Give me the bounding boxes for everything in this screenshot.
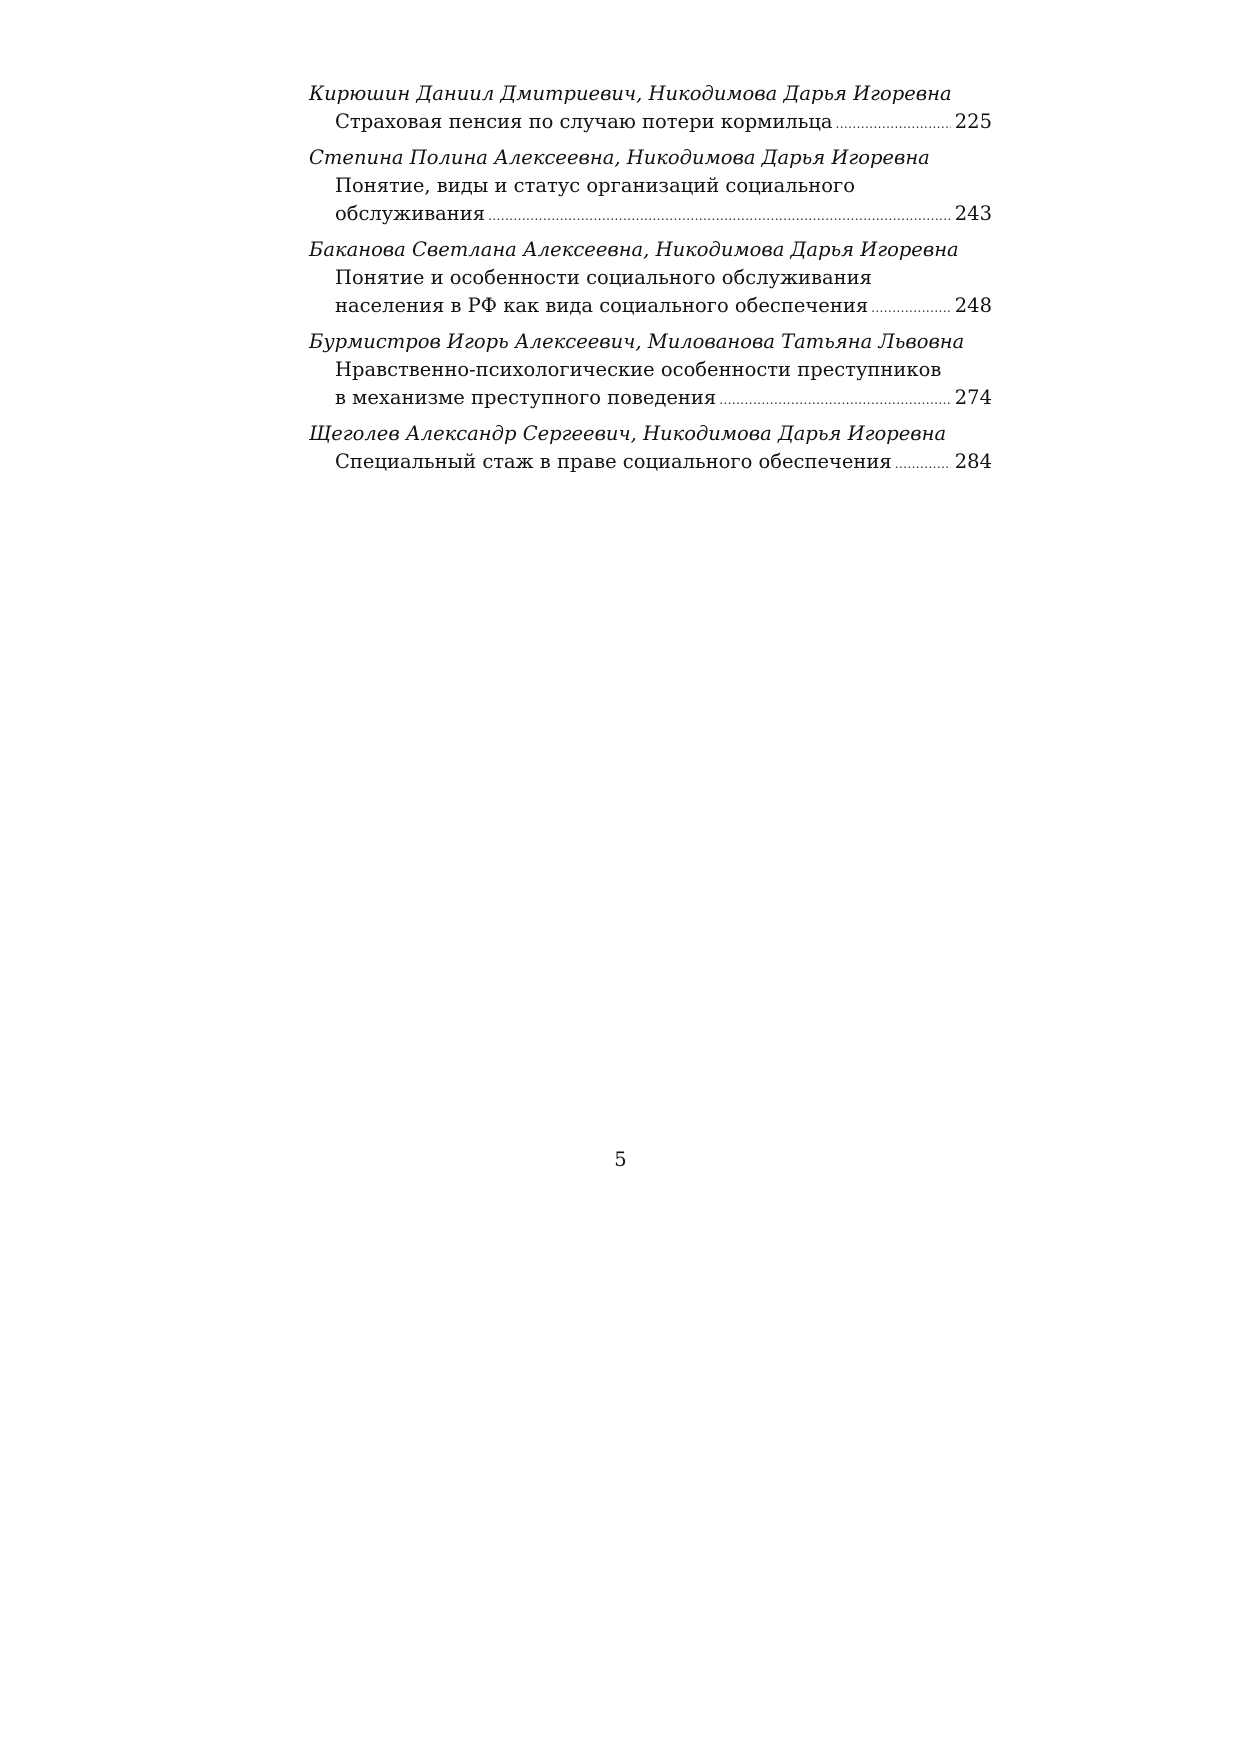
toc-entry-authors: Баканова Светлана Алексеевна, Никодимова Дарья Игоревна <box>309 238 959 261</box>
dot-leader <box>836 110 951 138</box>
toc-entry-title-text: Нравственно-психологические особенности преступников <box>335 358 942 381</box>
toc-entry-title <box>309 356 992 414</box>
toc-entry <box>309 420 992 478</box>
toc-entry-title <box>309 172 992 230</box>
page-number: 5 <box>614 1148 627 1171</box>
toc-entry-title-text: Понятие и особенности социального обслуживания <box>335 266 872 289</box>
toc-entry-page-number: 274 <box>954 386 992 409</box>
toc-entry-page-number: 225 <box>954 110 992 133</box>
dot-leader <box>719 386 951 414</box>
toc-entry-page-number: 243 <box>954 202 992 225</box>
toc-entry-page-number: 248 <box>954 294 992 317</box>
toc-entry-title-line <box>335 108 992 138</box>
toc-entry-authors: Щеголев Александр Сергеевич, Никодимова Дарья Игоревна <box>309 422 947 445</box>
dot-leader <box>895 450 951 478</box>
toc-entry-page-number: 284 <box>954 450 992 473</box>
toc-entry-title-text: населения в РФ как вида социального обеспечения <box>335 294 869 317</box>
table-of-contents <box>309 80 992 484</box>
toc-entry-authors: Кирюшин Даниил Дмитриевич, Никодимова Дарья Игоревна <box>309 82 952 105</box>
toc-entry-title-text: обслуживания <box>335 202 486 225</box>
dot-leader <box>871 294 951 322</box>
toc-entry <box>309 328 992 414</box>
toc-entry-authors: Бурмистров Игорь Алексеевич, Милованова Татьяна Львовна <box>309 330 965 353</box>
toc-entry-title <box>309 264 992 322</box>
toc-entry-title-text: в механизме преступного поведения <box>335 386 717 409</box>
toc-entry-authors: Степина Полина Алексеевна, Никодимова Дарья Игоревна <box>309 146 930 169</box>
toc-entry <box>309 144 992 230</box>
toc-entry <box>309 80 992 138</box>
toc-entry-title-text: Страховая пенсия по случаю потери кормильца <box>335 110 833 133</box>
toc-entry-title-line <box>335 384 992 414</box>
toc-entry <box>309 236 992 322</box>
toc-entry-title-text: Специальный стаж в праве социального обеспечения <box>335 450 892 473</box>
toc-entry-title-line <box>335 292 992 322</box>
toc-entry-title-text: Понятие, виды и статус организаций социального <box>335 174 855 197</box>
toc-entry-title-line <box>335 448 992 478</box>
toc-entry-title <box>309 448 992 478</box>
dot-leader <box>488 202 951 230</box>
toc-entry-title <box>309 108 992 138</box>
toc-entry-title-line <box>335 200 992 230</box>
